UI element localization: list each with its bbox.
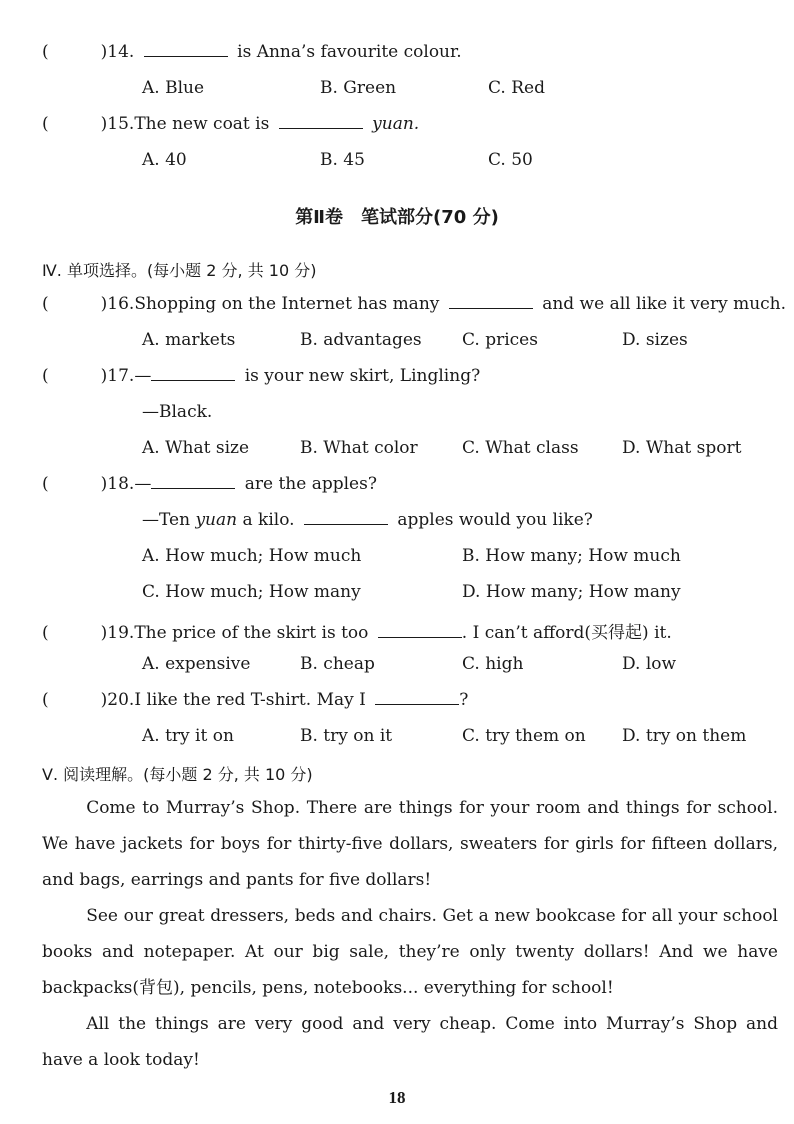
answer-paren-open: ( — [42, 623, 49, 643]
question-number: 18. — [107, 474, 135, 494]
option-c: C. What class — [462, 438, 579, 458]
dash: — — [134, 366, 152, 386]
dash: — — [134, 474, 152, 494]
question-text: The price of the skirt is too — [134, 623, 369, 643]
answer-paren-close: ) — [100, 42, 108, 62]
dialogue-answer: —Black. — [142, 402, 213, 422]
option-d: D. low — [622, 654, 677, 674]
dialogue-answer — [142, 510, 593, 530]
answer-paren-open: ( — [42, 42, 49, 62]
question-text-end: ? — [459, 690, 469, 710]
question-number: 17. — [107, 366, 135, 386]
answer-paren-close: ) — [100, 623, 108, 643]
option-d: D. How many; How many — [462, 582, 681, 602]
answer-text-mid: a kilo. — [242, 510, 295, 530]
answer-blank — [144, 55, 228, 57]
question-14 — [42, 42, 462, 62]
page-number: 18 — [388, 1088, 406, 1107]
option-d: D. sizes — [622, 330, 688, 350]
option-d: D. What sport — [622, 438, 742, 458]
option-b: B. What color — [300, 438, 418, 458]
answer-blank — [151, 379, 235, 381]
part-title: 第Ⅱ卷 笔试部分(70 分) — [295, 207, 499, 228]
option-b: B. advantages — [300, 330, 422, 350]
question-text-end: and we all like it very much. — [542, 294, 787, 314]
question-text: I like the red T-shirt. May I — [134, 690, 366, 710]
answer-paren-open: ( — [42, 114, 49, 134]
answer-paren-close: ) — [100, 114, 108, 134]
section-heading: Ⅴ. 阅读理解。(每小题 2 分, 共 10 分) — [42, 765, 313, 784]
answer-paren-open: ( — [42, 474, 49, 494]
option-b: B. try on it — [300, 726, 393, 746]
section-heading: Ⅳ. 单项选择。(每小题 2 分, 共 10 分) — [42, 261, 317, 280]
option-a: A. 40 — [142, 150, 187, 170]
answer-paren-close: ) — [100, 690, 108, 710]
option-b: B. Green — [320, 78, 397, 98]
answer-blank — [279, 127, 363, 129]
question-number: 19. — [107, 623, 135, 643]
question-text: is Anna’s favourite colour. — [237, 42, 462, 62]
option-b: B. How many; How much — [462, 546, 681, 566]
question-text: are the apples? — [244, 474, 377, 494]
question-text: is your new skirt, Lingling? — [244, 366, 481, 386]
reading-passage — [42, 790, 778, 1078]
answer-blank — [375, 703, 459, 705]
answer-paren-open: ( — [42, 366, 49, 386]
answer-text-yuan: yuan — [195, 510, 238, 530]
answer-blank — [378, 636, 462, 638]
question-17 — [42, 366, 480, 386]
answer-blank — [304, 523, 388, 525]
option-c: C. try them on — [462, 726, 586, 746]
answer-text-end: apples would you like? — [397, 510, 593, 530]
question-number: 20. — [107, 690, 135, 710]
question-20 — [42, 690, 468, 710]
question-number: 14. — [107, 42, 135, 62]
passage-paragraph: Come to Murray’s Shop. There are things for your room and things for school. We have jackets for boys for thirty-five dollars, sweaters for girls for fifteen dollars, and bags, earrings and pants for five dollars! — [42, 798, 778, 890]
answer-text-start: —Ten — [142, 510, 191, 530]
option-c: C. Red — [488, 78, 545, 98]
answer-blank — [151, 487, 235, 489]
question-text-end: . I can’t afford(买得起) it. — [461, 623, 672, 643]
option-c: C. high — [462, 654, 524, 674]
option-a: A. Blue — [142, 78, 205, 98]
question-18 — [42, 474, 377, 494]
answer-paren-open: ( — [42, 690, 49, 710]
answer-paren-close: ) — [100, 294, 108, 314]
passage-paragraph: All the things are very good and very cheap. Come into Murray’s Shop and have a look today! — [42, 1014, 778, 1070]
option-d: D. try on them — [622, 726, 747, 746]
answer-paren-close: ) — [100, 366, 108, 386]
option-b: B. cheap — [300, 654, 375, 674]
question-19 — [42, 618, 672, 643]
question-number: 16. — [107, 294, 135, 314]
option-a: A. How much; How much — [142, 546, 362, 566]
question-16 — [42, 294, 786, 314]
option-a: A. What size — [142, 438, 250, 458]
option-c: C. prices — [462, 330, 538, 350]
answer-paren-close: ) — [100, 474, 108, 494]
question-text: The new coat is — [134, 114, 270, 134]
option-c: C. 50 — [488, 150, 533, 170]
question-text: Shopping on the Internet has many — [134, 294, 440, 314]
option-a: A. expensive — [142, 654, 251, 674]
option-a: A. try it on — [142, 726, 234, 746]
option-a: A. markets — [142, 330, 236, 350]
answer-blank — [449, 307, 533, 309]
option-c: C. How much; How many — [142, 582, 361, 602]
question-number: 15. — [107, 114, 135, 134]
question-15 — [42, 114, 419, 134]
question-text-end: yuan. — [372, 114, 420, 134]
option-b: B. 45 — [320, 150, 365, 170]
answer-paren-open: ( — [42, 294, 49, 314]
passage-paragraph: See our great dressers, beds and chairs. Get a new bookcase for all your school books and notepaper. At our big sale, they’re only twenty dollars! And we have backpacks(背包), pencils, pens, notebooks... everything for school! — [42, 906, 778, 998]
